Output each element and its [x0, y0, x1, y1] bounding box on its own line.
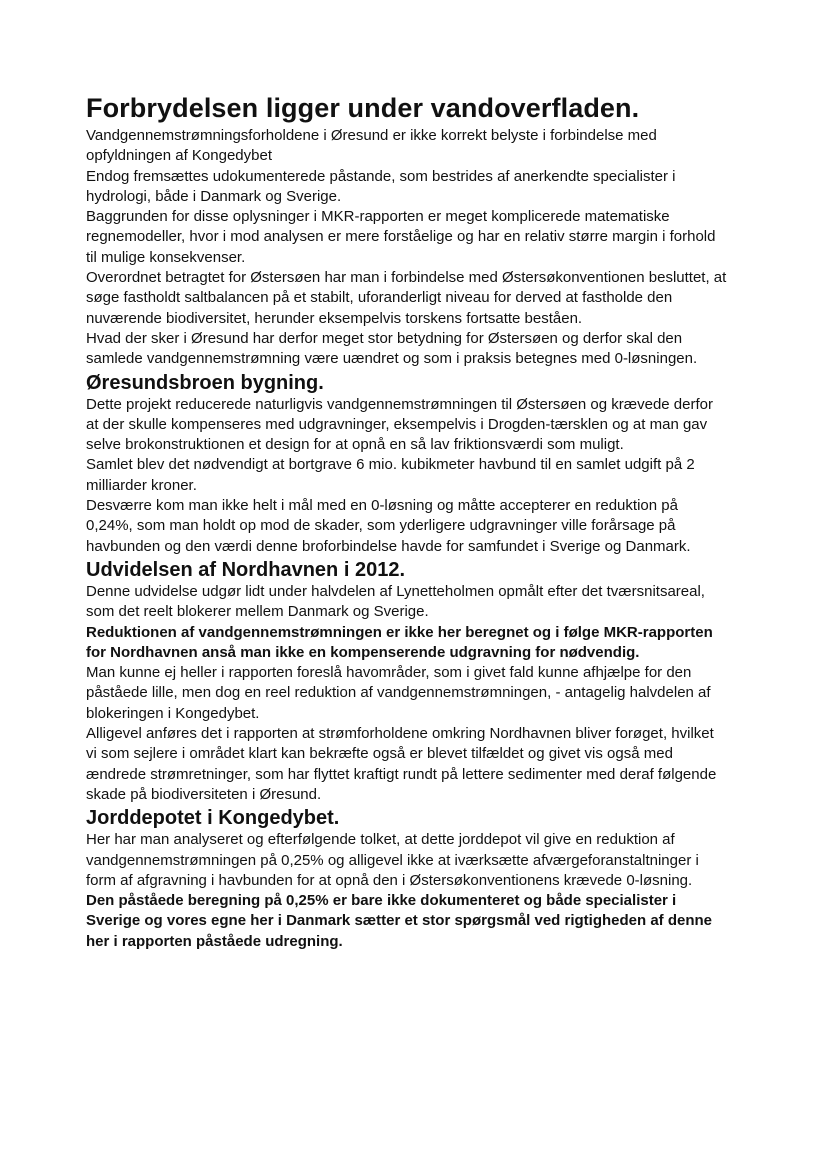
section-paragraph: Samlet blev det nødvendigt at bortgrave 6 mio. kubikmeter havbund til en samlet udgift på 2 milliarder kroner.	[86, 456, 695, 494]
section-heading: Jorddepotet i Kongedybet.	[86, 807, 340, 830]
intro-block	[86, 126, 728, 370]
section-oresundsbroen	[86, 371, 728, 557]
section-paragraph-emphasis: Reduktionen af vandgennemstrømningen er ikke her beregnet og i følge MKR-rapporten for Nordhavnen anså man ikke en kompenserende udgravning for nødvendig.	[86, 623, 713, 661]
section-paragraph: Desværre kom man ikke helt i mål med en 0-løsning og måtte accepterer en reduktion på 0,24%, som man holdt op mod de skader, som yderligere udgravninger ville forårsage på havbunden og den værdi denne broforbindelse havde for samfundet i Sverige og Danmark.	[86, 497, 691, 555]
section-paragraph-emphasis: Den påståede beregning på 0,25% er bare ikke dokumenteret og både specialister i Sverige og vores egne her i Danmark sætter et stor spørgsmål ved rigtigheden af denne her i rapporten påståede udregning.	[86, 892, 713, 950]
intro-paragraph: Baggrunden for disse oplysninger i MKR-rapporten er meget komplicerede matematiske regnemodeller, hvor i mod analysen er mere forståelige og har en relativ større margin i forhold til mulige konsekvenser.	[86, 208, 716, 266]
document-page	[86, 92, 728, 952]
section-paragraph: Denne udvidelse udgør lidt under halvdelen af Lynetteholmen opmålt efter det tværsnitsareal, som det reelt blokerer mellem Danmark og Sverige.	[86, 582, 705, 621]
section-nordhavnen	[86, 558, 728, 805]
intro-paragraph: Hvad der sker i Øresund har derfor meget stor betydning for Østersøen og derfor skal den samlede vandgennemstrømning være uændret og som i praksis betegnes med 0-løsningen.	[86, 329, 698, 368]
section-paragraph: Man kunne ej heller i rapporten foreslå havområder, som i givet fald kunne afhjælpe for den påståede lille, men dog en reel reduktion af vandgennemstrømningen, - antagelig halvdelen af blokeringen i Kongedybet.	[86, 664, 711, 722]
intro-paragraph: Endog fremsættes udokumenterede påstande, som bestrides af anerkendte specialister i hydrologi, både i Danmark og Sverige.	[86, 167, 676, 205]
intro-paragraph: Overordnet betragtet for Østersøen har man i forbindelse med Østersøkonventionen besluttet, at søge fastholdt saltbalancen på et stabilt, uforanderligt niveau for derved at fastholde den nuværende biodiversitet, herunder eksempelvis torskens fortsatte beståen.	[86, 269, 727, 327]
section-heading: Øresundsbroen bygning.	[86, 371, 324, 394]
intro-paragraph: Vandgennemstrømningsforholdene i Øresund er ikke korrekt belyste i forbindelse med opfyldningen af Kongedybet	[86, 127, 657, 165]
section-paragraph: Alligevel anføres det i rapporten at strømforholdene omkring Nordhavnen bliver forøget, hvilket vi som sejlere i området klart kan bekræfte også er blevet tilfældet og givet vis også med ændrede strømretninger, som har flyttet kraftigt rundt på lettere sedimenter med deraf følgende skade på biodiversiteten i Øresund.	[86, 725, 717, 803]
document-title: Forbrydelsen ligger under vandoverfladen.	[86, 93, 640, 123]
section-paragraph: Dette projekt reducerede naturligvis vandgennemstrømningen til Østersøen og krævede derfor at der skulle kompenseres med udgravninger, eksempelvis i Drogden-tærsklen og at man gav selve brokonstruktionen et design for at opnå en så lav friktionsværdi som muligt.	[86, 395, 713, 454]
section-jorddepotet	[86, 806, 728, 952]
section-heading: Udvidelsen af Nordhavnen i 2012.	[86, 558, 405, 581]
section-paragraph: Her har man analyseret og efterfølgende tolket, at dette jorddepot vil give en reduktion af vandgennemstrømningen på 0,25% og alligevel ikke at iværksætte afværgeforanstaltninger i form af afgravning i havbunden for at opnå den i Østersøkonventionens krævede 0-løsning.	[86, 831, 699, 889]
